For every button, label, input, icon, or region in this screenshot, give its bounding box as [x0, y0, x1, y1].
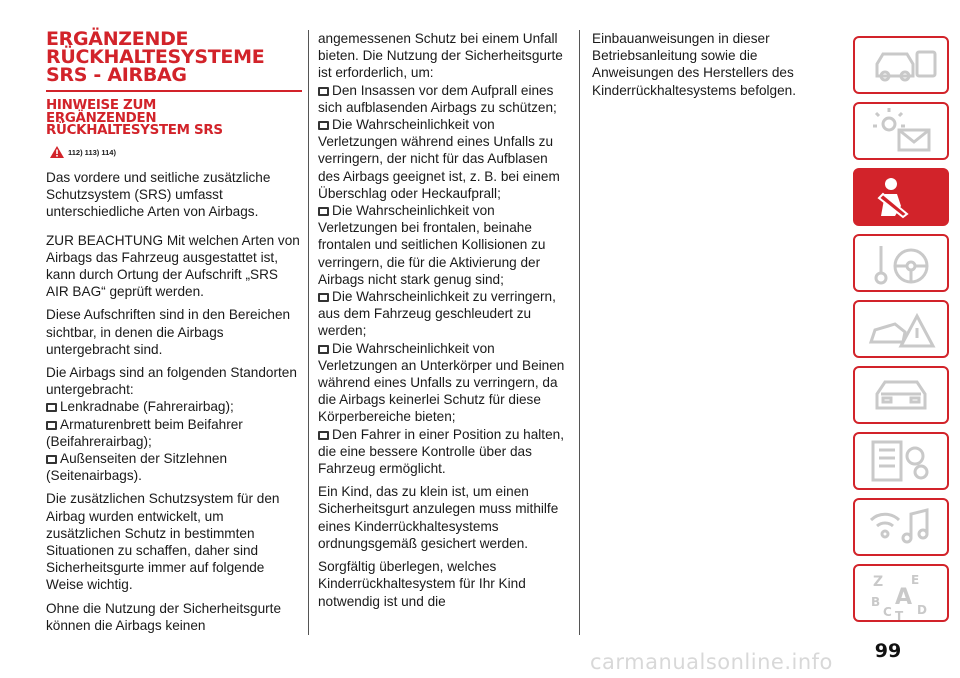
car-front-icon — [855, 368, 947, 422]
alphabet-index-icon — [855, 566, 947, 620]
tab-technical-data[interactable] — [853, 432, 949, 490]
paragraph: Ohne die Nutzung der Sicherheitsgurte können die Airbags keinen — [46, 600, 282, 633]
bullet-icon — [318, 207, 329, 216]
list-item — [318, 82, 568, 116]
list-item-text: Die Wahrscheinlichkeit zu verringern, aus dem Fahrzeug geschleudert zu werden; — [318, 289, 556, 339]
column-3 — [592, 30, 822, 105]
list-item — [46, 450, 302, 484]
key-steering-wheel-icon — [855, 236, 947, 290]
bullet-icon — [318, 121, 329, 130]
page-title — [46, 30, 302, 84]
paragraph: Das vordere und seitliche zusätzliche Schutzsystem (SRS) umfasst unterschiedliche Arten von Airbags. — [46, 169, 271, 220]
paragraph: Einbauanweisungen in dieser Betriebsanleitung sowie die Anweisungen des Herstellers des Kinderrückhaltesystems befolgen. — [592, 31, 797, 98]
paragraph: Diese Aufschriften sind in den Bereichen sichtbar, in denen die Airbags untergebracht sind. — [46, 307, 291, 357]
list-item-text: Die Wahrscheinlichkeit von Verletzungen bei frontalen, beinahe frontalen und seitlichen Kollisionen zu verringern, die für die Aktivierung der Airbags nicht stark genug sind; — [318, 203, 546, 287]
tab-warning-lights[interactable] — [853, 102, 949, 160]
tab-emergency[interactable] — [853, 300, 949, 358]
list-item — [46, 398, 302, 415]
list-item-text: Die Wahrscheinlichkeit von Verletzungen an Unterkörper und Beinen während eines Unfalls zu verringern, da die Airbags keinerlei Schutz für diese Körperbereiche bieten; — [318, 340, 565, 425]
bullet-icon — [318, 345, 329, 354]
bullet-icon — [46, 421, 57, 430]
paragraph: Die zusätzlichen Schutzsystem für den Airbag wurden entwickelt, um zusätzlichen Schutz in bestimmten Situationen zu schaffen, daher sind Sicherheitsgurte immer auf folgende Weise wichtig. — [46, 491, 280, 593]
column-2 — [318, 30, 568, 616]
list-item-text: Armaturenbrett beim Beifahrer (Beifahrerairbag); — [46, 416, 243, 449]
warning-references — [50, 144, 302, 161]
list-item — [318, 340, 568, 426]
car-accident-warning-icon — [855, 302, 947, 356]
warning-lights-mail-icon — [855, 104, 947, 158]
list-item — [318, 426, 568, 478]
warning-ref-text: 112) 113) 114) — [68, 147, 116, 157]
index-letter: D — [917, 603, 927, 617]
list-item — [46, 416, 302, 450]
subheading-line-1: HINWEISE ZUM — [46, 98, 157, 113]
watermark: carmanualsonline.info — [590, 650, 833, 674]
index-letter: Z — [873, 574, 884, 590]
title-line-3: SRS - AIRBAG — [46, 64, 187, 86]
tab-car-dashboard[interactable] — [853, 36, 949, 94]
list-item-text: Außenseiten der Sitzlehnen (Seitenairbags). — [46, 451, 228, 484]
car-dashboard-icon — [855, 38, 947, 92]
index-letter: B — [871, 595, 881, 609]
section-heading — [46, 100, 302, 138]
bullet-icon — [318, 293, 329, 302]
subheading-line-2: ERGÄNZENDEN — [46, 110, 157, 126]
list-item — [318, 202, 568, 288]
tab-maintenance[interactable] — [853, 366, 949, 424]
antenna-music-icon — [855, 500, 947, 554]
paragraph: Sorgfältig überlegen, welches Kinderrückhaltesystem für Ihr Kind notwendig ist und die — [318, 559, 526, 609]
list-item — [318, 288, 568, 340]
tab-index[interactable] — [853, 564, 949, 622]
index-letter: C — [883, 605, 892, 619]
bullet-icon — [318, 87, 329, 96]
list-item-text: Den Insassen vor dem Aufprall eines sich aufblasenden Airbags zu schützen; — [318, 82, 557, 115]
bullet-icon — [318, 431, 329, 440]
title-line-1: ERGÄNZENDE — [46, 28, 189, 50]
column-divider — [308, 30, 309, 635]
warning-triangle-icon — [50, 146, 64, 158]
list-item-text: Die Wahrscheinlichkeit von Verletzungen während eines Unfalls zu verringern, der nicht für das Aufblasen des Airbags geeignet ist, z. B. bei einem Überschlag oder Heckaufprall; — [318, 117, 560, 201]
specs-gears-icon — [855, 434, 947, 488]
list-item — [318, 116, 568, 202]
page-number: 99 — [874, 640, 902, 662]
title-underline — [46, 90, 302, 92]
tab-multimedia[interactable] — [853, 498, 949, 556]
paragraph: Ein Kind, das zu klein ist, um einen Sicherheitsgurt anzulegen muss mithilfe eines Kinderrückhaltesystems ordnungsgemäß gesichert werden. — [318, 484, 559, 551]
bullet-icon — [46, 403, 57, 412]
column-1 — [46, 30, 302, 640]
index-letter: E — [911, 573, 920, 587]
index-letter: T — [895, 609, 904, 620]
bullet-icon — [46, 455, 57, 464]
paragraph: ZUR BEACHTUNG Mit welchen Arten von Airbags das Fahrzeug ausgestattet ist, kann durch Ortung der Aufschrift „SRS AIR BAG“ geprüft werden. — [46, 232, 300, 300]
seatbelt-airbag-icon — [855, 170, 947, 224]
subheading-line-3: RÜCKHALTESYSTEM SRS — [46, 123, 223, 139]
title-line-2: RÜCKHALTESYSTEME — [46, 46, 265, 68]
index-letter: A — [895, 585, 913, 610]
column-divider — [579, 30, 580, 635]
paragraph: angemessenen Schutz bei einem Unfall bieten. Die Nutzung der Sicherheitsgurte ist erforderlich, um: — [318, 31, 563, 81]
tab-starting-driving[interactable] — [853, 234, 949, 292]
tab-safety[interactable] — [853, 168, 949, 226]
list-item-text: Den Fahrer in einer Position zu halten, die eine bessere Kontrolle über das Fahrzeug ermöglicht. — [318, 426, 564, 477]
list-item-text: Lenkradnabe (Fahrerairbag); — [60, 399, 234, 415]
paragraph: Die Airbags sind an folgenden Standorten untergebracht: — [46, 365, 297, 398]
